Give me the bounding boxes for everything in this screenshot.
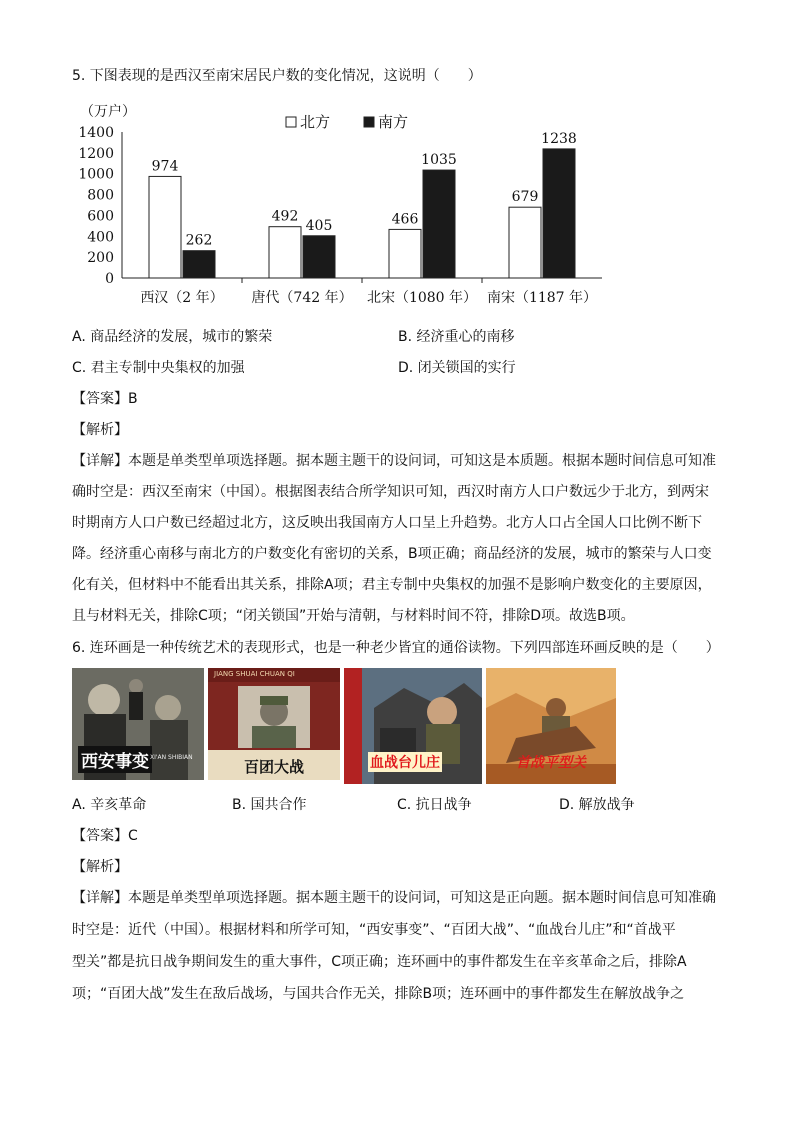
q6-detail-line: 型关”都是抗日战争期间发生的重大事件，C项正确；连环画中的事件都发生在辛亥革命之后，排除A (72, 954, 687, 970)
q5-option-d: D. 闭关锁国的实行 (398, 360, 516, 376)
legend-label: 南方 (378, 113, 409, 131)
y-tick-label: 1200 (78, 145, 114, 162)
legend-label: 北方 (300, 113, 331, 131)
y-tick-label: 1000 (78, 166, 114, 183)
q5-answer (72, 389, 138, 409)
bar-south (423, 170, 455, 278)
q6-option-d: D. 解放战争 (559, 797, 635, 813)
q5-detail-line: 时期南方人口户数已经超过北方，这反映出我国南方人口呈上升趋势。北方人口占全国人口比例不断下 (72, 515, 702, 531)
q6-analysis-tag: 【解析】 (72, 859, 128, 875)
bar-north (149, 176, 181, 278)
comic-title: 血战台儿庄 (368, 752, 442, 772)
q5-detail-line: 且与材料无关，排除C项；“闭关锁国”开始与清朝，与材料时间不符，排除D项。故选B项。 (72, 608, 635, 624)
bar-south (303, 236, 335, 278)
q6-option-b: B. 国共合作 (232, 797, 307, 813)
comic-cover-taierzhuang (344, 668, 482, 784)
y-tick-label: 1400 (78, 125, 114, 141)
q5-option-a: A. 商品经济的发展，城市的繁荣 (72, 329, 273, 345)
bar-value-label: 492 (271, 208, 299, 225)
x-tick-label: 西汉（2 年） (140, 290, 224, 306)
q6-option-a: A. 辛亥革命 (72, 797, 147, 813)
bar-north (269, 227, 301, 278)
legend-swatch (286, 117, 296, 127)
comic-subtitle: JIANG SHUAI CHUAN QI (214, 670, 295, 678)
bar-value-label: 1238 (541, 130, 577, 147)
comic-subtitle: XI'AN SHIBIAN (150, 754, 193, 761)
q5-detail-line: 化有关，但材料中不能看出其关系，排除A项；君主专制中央集权的加强不是影响户数变化的主要原因， (72, 577, 712, 593)
answer-tag: 【答案】 (72, 828, 128, 844)
legend-swatch (364, 117, 374, 127)
answer-tag: 【答案】 (72, 391, 128, 407)
y-tick-label: 400 (87, 229, 114, 246)
y-tick-label: 800 (87, 187, 114, 204)
q5-analysis-tag: 【解析】 (72, 422, 128, 438)
q6-option-c: C. 抗日战争 (397, 797, 472, 813)
answer-value: C (128, 828, 138, 844)
q6-answer (72, 826, 138, 846)
q6-detail-line: 时空是：近代（中国）。根据材料和所学可知，“西安事变”、“百团大战”、“血战台儿庄”和“首战平 (72, 922, 676, 938)
y-tick-label: 0 (105, 271, 114, 287)
bar-value-label: 1035 (421, 152, 457, 169)
bar-north (509, 207, 541, 278)
bar-value-label: 679 (511, 189, 539, 206)
q5-detail-line: 确时空是：西汉至南宋（中国）。根据图表结合所学知识可知，西汉时南方人口户数远少于北方，到两宋 (72, 484, 709, 500)
q5-option-b: B. 经济重心的南移 (398, 329, 515, 345)
comic-title: 首战平型关 (516, 755, 586, 771)
comic-title: 百团大战 (244, 758, 305, 776)
comic-cover-hundred-regiments (208, 668, 340, 780)
q6-detail-line: 【详解】本题是单类型单项选择题。据本题主题干的设问词，可知这是正向题。据本题时间信息可知准确 (72, 890, 716, 906)
y-axis-label: （万户） (80, 104, 136, 120)
q5-option-c: C. 君主专制中央集权的加强 (72, 360, 245, 376)
q5-detail-line: 降。经济重心南移与南北方的户数变化有密切的关系，B项正确；商品经济的发展，城市的繁荣与人口变 (72, 546, 712, 562)
bar-value-label: 466 (391, 211, 419, 228)
answer-value: B (128, 391, 138, 407)
q6-detail-line: 项；“百团大战”发生在敌后战场，与国共合作无关，排除B项；连环画中的事件都发生在解放战争之 (72, 986, 685, 1002)
x-tick-label: 唐代（742 年） (251, 290, 353, 306)
q5-stem: 5. 下图表现的是西汉至南宋居民户数的变化情况，这说明（ ） (72, 68, 482, 84)
comic-title: 西安事变 (78, 746, 152, 773)
q5-bar-chart (72, 98, 612, 316)
bar-value-label: 974 (151, 158, 179, 175)
bar-north (389, 229, 421, 278)
x-tick-label: 南宋（1187 年） (486, 290, 598, 306)
q6-stem: 6. 连环画是一种传统艺术的表现形式，也是一种老少皆宜的通俗读物。下列四部连环画反映的是（ ） (72, 640, 720, 656)
comic-cover-xian-incident (72, 668, 204, 780)
bar-value-label: 405 (305, 217, 333, 234)
bar-value-label: 262 (185, 232, 213, 249)
y-tick-label: 200 (87, 250, 114, 267)
x-tick-label: 北宋（1080 年） (366, 290, 478, 306)
bar-south (183, 251, 215, 278)
bar-south (543, 149, 575, 278)
y-tick-label: 600 (87, 208, 114, 225)
q5-detail-line: 【详解】本题是单类型单项选择题。据本题主题干的设问词，可知这是本质题。根据本题时间信息可知准 (72, 453, 716, 469)
comic-cover-pingxingguan (486, 668, 616, 784)
